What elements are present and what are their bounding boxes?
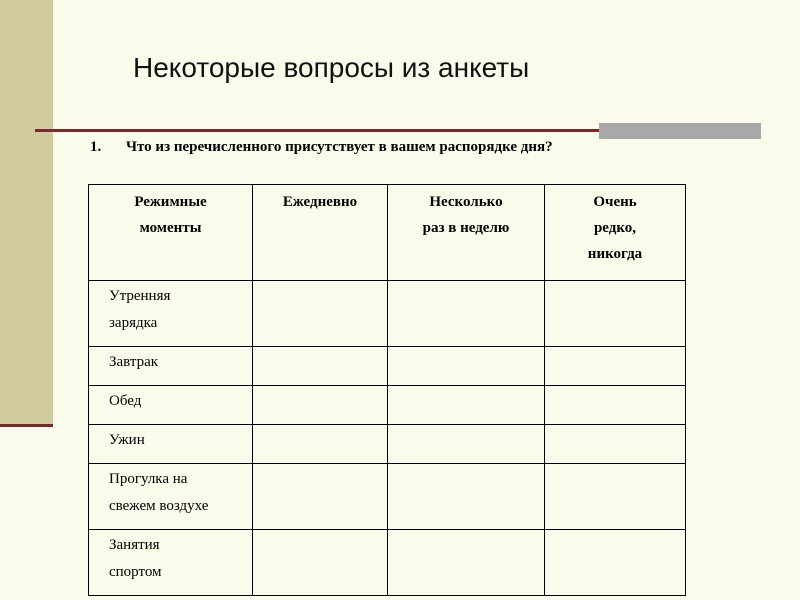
table-row <box>89 386 686 425</box>
header-several-times-week <box>388 185 545 281</box>
row-label-outdoor-walk <box>89 464 253 530</box>
row-label-line: Обед <box>109 393 142 409</box>
question-text: Что из перечисленного присутствует в вашем распорядке дня? <box>126 139 553 155</box>
cell-daily[interactable] <box>253 425 388 464</box>
table-row <box>89 425 686 464</box>
cell-rarely[interactable] <box>545 425 686 464</box>
decorative-divider-block <box>599 123 761 139</box>
row-label-dinner <box>89 425 253 464</box>
row-label-breakfast <box>89 347 253 386</box>
cell-daily[interactable] <box>253 281 388 347</box>
header-line: Несколько <box>429 194 503 210</box>
header-line: Ежедневно <box>282 194 358 210</box>
slide-title: Некоторые вопросы из анкеты <box>133 52 530 83</box>
row-label-line: зарядка <box>109 315 158 331</box>
cell-weekly[interactable] <box>388 386 545 425</box>
question <box>90 139 553 156</box>
table-header-row <box>89 185 686 281</box>
header-line: раз в неделю <box>422 220 510 236</box>
header-line: моменты <box>139 220 202 236</box>
header-line: Очень <box>593 194 637 210</box>
decorative-side-bar-underline <box>0 424 53 427</box>
cell-daily[interactable] <box>253 386 388 425</box>
row-label-line: Утренняя <box>109 288 171 304</box>
cell-rarely[interactable] <box>545 347 686 386</box>
cell-weekly[interactable] <box>388 425 545 464</box>
row-label-sports <box>89 530 253 596</box>
header-line: Режимные <box>134 194 207 210</box>
cell-rarely[interactable] <box>545 464 686 530</box>
question-number: 1. <box>90 139 102 155</box>
cell-weekly[interactable] <box>388 464 545 530</box>
row-label-line: Завтрак <box>109 354 159 370</box>
row-label-line: Ужин <box>109 432 145 448</box>
header-rarely-never <box>545 185 686 281</box>
header-daily <box>253 185 388 281</box>
header-line: редко, <box>593 220 637 236</box>
row-label-line: Прогулка на <box>109 471 188 487</box>
cell-daily[interactable] <box>253 530 388 596</box>
header-regime-moments <box>89 185 253 281</box>
row-label-line: Занятия <box>109 537 160 553</box>
survey-table <box>88 184 686 596</box>
cell-weekly[interactable] <box>388 530 545 596</box>
cell-daily[interactable] <box>253 464 388 530</box>
table-row <box>89 347 686 386</box>
row-label-lunch <box>89 386 253 425</box>
header-line: никогда <box>587 246 643 262</box>
cell-rarely[interactable] <box>545 530 686 596</box>
cell-rarely[interactable] <box>545 281 686 347</box>
table-row <box>89 281 686 347</box>
cell-weekly[interactable] <box>388 347 545 386</box>
cell-daily[interactable] <box>253 347 388 386</box>
row-label-line: спортом <box>109 564 162 580</box>
table-row <box>89 464 686 530</box>
row-label-line: свежем воздухе <box>109 498 209 514</box>
cell-weekly[interactable] <box>388 281 545 347</box>
cell-rarely[interactable] <box>545 386 686 425</box>
row-label-morning-exercise <box>89 281 253 347</box>
table-row <box>89 530 686 596</box>
decorative-side-bar <box>0 0 53 427</box>
